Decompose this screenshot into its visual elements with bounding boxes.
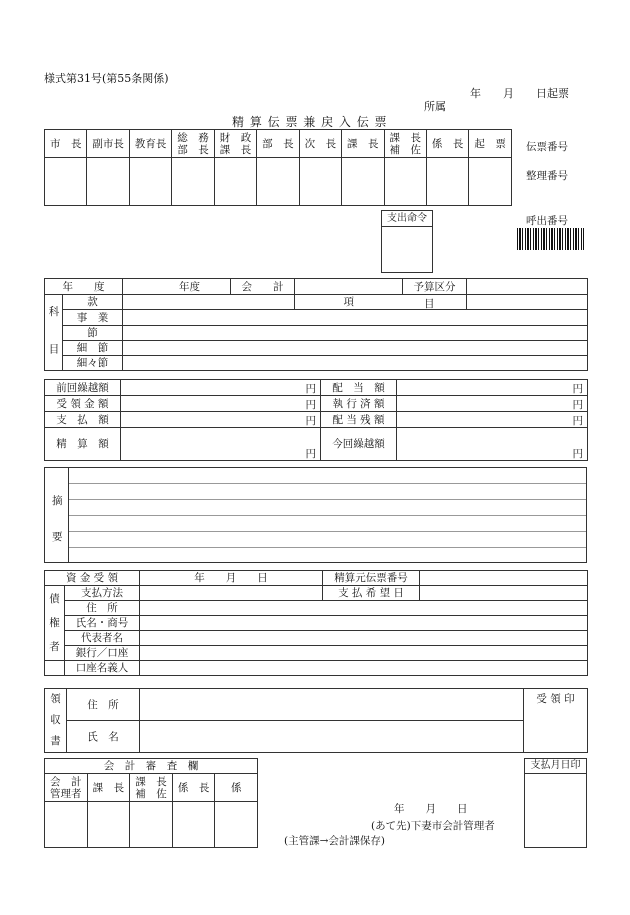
remaining-label: 配 当 残 額 xyxy=(321,412,397,428)
approval-stamp-table xyxy=(44,129,512,206)
receipt-address-label: 住 所 xyxy=(67,689,140,721)
fund-receipt-label: 資 金 受 領 xyxy=(45,571,140,586)
form-title: 精 算 伝 票 兼 戻 入 伝 票 xyxy=(232,115,388,129)
name-field[interactable] xyxy=(140,616,588,631)
summary-label-1: 摘 xyxy=(52,495,63,507)
barcode xyxy=(517,228,584,250)
approval-label-2: 教育長 xyxy=(129,130,171,158)
paid-field[interactable]: 円 xyxy=(121,412,321,428)
account-label: 会 計 xyxy=(231,279,295,295)
account-holder-label: 口座名義人 xyxy=(65,661,140,676)
receipt-seal-box[interactable] xyxy=(524,689,588,753)
next-carry-label: 今回繰越額 xyxy=(321,428,397,461)
address-field[interactable] xyxy=(140,601,588,616)
approval-stamp-1[interactable] xyxy=(87,158,129,206)
subject-group-label: 科 目 xyxy=(45,295,63,371)
reference-number-label: 整理番号 xyxy=(526,170,568,182)
saisaisetsu-label: 細々節 xyxy=(63,356,123,371)
pay-method-label: 支払方法 xyxy=(65,586,140,601)
summary-label-cell xyxy=(45,468,69,562)
bank-field[interactable] xyxy=(140,646,588,661)
saisetsu-label: 細 節 xyxy=(63,341,123,356)
approval-label-0: 市 長 xyxy=(45,130,87,158)
desired-pay-date-field[interactable] xyxy=(420,586,588,601)
approval-stamp-6[interactable] xyxy=(299,158,341,206)
storage-note: (主管課→会計課保存) xyxy=(284,835,385,847)
account-holder-field[interactable] xyxy=(140,661,588,676)
affiliation-label: 所属 xyxy=(424,100,446,113)
approval-stamp-0[interactable] xyxy=(45,158,87,206)
remaining-field[interactable]: 円 xyxy=(397,412,588,428)
fiscal-year-label: 年 度 xyxy=(45,279,123,295)
budget-class-label: 予算区分 xyxy=(403,279,467,295)
audit-label-2: 課 長 補 佐 xyxy=(130,774,173,802)
call-number-label: 呼出番号 xyxy=(526,215,568,227)
project-field[interactable] xyxy=(123,310,588,326)
approval-label-1: 副市長 xyxy=(87,130,129,158)
bank-label: 銀行／口座 xyxy=(65,646,140,661)
saisaisetsu-field[interactable] xyxy=(123,356,588,371)
summary-box xyxy=(44,467,587,563)
approval-stamp-4[interactable] xyxy=(214,158,256,206)
approval-stamp-2[interactable] xyxy=(129,158,171,206)
saisetsu-field[interactable] xyxy=(123,341,588,356)
fund-receipt-date[interactable]: 年 月 日 xyxy=(140,571,323,586)
received-field[interactable]: 円 xyxy=(121,396,321,412)
form-number: 様式第31号(第55条関係) xyxy=(44,72,169,85)
setsu-label: 節 xyxy=(63,326,123,341)
prev-carry-label: 前回繰越額 xyxy=(45,380,121,396)
amounts-table xyxy=(44,379,588,461)
approval-stamp-10[interactable] xyxy=(469,158,511,206)
moku-label: 目 xyxy=(424,298,435,310)
settled-label: 精 算 額 xyxy=(45,428,121,461)
prev-carry-field[interactable]: 円 xyxy=(121,380,321,396)
approval-label-9: 係 長 xyxy=(426,130,468,158)
footer-date: 年 月 日 xyxy=(394,803,468,815)
audit-table xyxy=(44,758,258,848)
paid-label: 支 払 額 xyxy=(45,412,121,428)
representative-label: 代表者名 xyxy=(65,631,140,646)
summary-label-2: 要 xyxy=(52,531,63,543)
kou-label: 項 xyxy=(295,295,403,310)
audit-label-0: 会 計 管理者 xyxy=(45,774,88,802)
approval-label-6: 次 長 xyxy=(299,130,341,158)
creditor-table xyxy=(44,570,588,676)
approval-label-10: 起 票 xyxy=(469,130,511,158)
audit-stamp-3[interactable] xyxy=(172,802,215,848)
approval-label-5: 部 長 xyxy=(257,130,299,158)
payment-order-stamp-area[interactable] xyxy=(382,227,433,273)
audit-stamp-0[interactable] xyxy=(45,802,88,848)
creditor-label: 債 権 者 xyxy=(45,586,65,661)
receipt-name-label: 氏 名 xyxy=(67,721,140,753)
audit-label-3: 係 長 xyxy=(172,774,215,802)
source-voucher-label: 精算元伝票番号 xyxy=(323,571,420,586)
receipt-label: 領 収 書 xyxy=(45,689,67,753)
fiscal-year-field[interactable]: 年度 xyxy=(123,279,231,295)
audit-title: 会 計 審 査 欄 xyxy=(45,759,258,774)
summary-field[interactable] xyxy=(69,468,586,562)
issue-date: 年 月 日起票 xyxy=(470,87,569,100)
account-field[interactable] xyxy=(295,279,403,295)
address-label: 住 所 xyxy=(65,601,140,616)
approval-stamp-8[interactable] xyxy=(384,158,426,206)
setsu-field[interactable] xyxy=(123,326,588,341)
receipt-address-field[interactable] xyxy=(140,689,524,721)
payment-order-box xyxy=(381,210,433,273)
approval-label-4: 財 政 課 長 xyxy=(214,130,256,158)
executed-field[interactable]: 円 xyxy=(397,396,588,412)
approval-stamp-7[interactable] xyxy=(342,158,384,206)
pay-date-seal-label: 支払月日印 xyxy=(525,759,587,774)
budget-table xyxy=(44,278,588,371)
receipt-name-field[interactable] xyxy=(140,721,524,753)
pay-method-field[interactable] xyxy=(140,586,323,601)
next-carry-field[interactable]: 円 xyxy=(397,428,588,461)
kan-label: 款 xyxy=(63,295,123,310)
allotment-label: 配 当 額 xyxy=(321,380,397,396)
pay-date-seal-box[interactable] xyxy=(525,774,587,848)
audit-label-4: 係 xyxy=(215,774,258,802)
audit-label-1: 課 長 xyxy=(87,774,130,802)
audit-stamp-2[interactable] xyxy=(130,802,173,848)
approval-stamp-5[interactable] xyxy=(257,158,299,206)
desired-pay-date-label: 支 払 希 望 日 xyxy=(323,586,420,601)
approval-stamp-3[interactable] xyxy=(172,158,214,206)
pay-date-seal-table xyxy=(524,758,587,848)
approval-label-7: 課 長 xyxy=(342,130,384,158)
moku-field[interactable] xyxy=(467,295,588,310)
receipt-table xyxy=(44,688,588,753)
name-label: 氏名・商号 xyxy=(65,616,140,631)
audit-stamp-4[interactable] xyxy=(215,802,258,848)
approval-label-8: 課 長 補 佐 xyxy=(384,130,426,158)
received-label: 受 領 金 額 xyxy=(45,396,121,412)
project-label: 事 業 xyxy=(63,310,123,326)
payment-order-label: 支出命令 xyxy=(382,211,433,227)
approval-stamp-9[interactable] xyxy=(426,158,468,206)
representative-field[interactable] xyxy=(140,631,588,646)
approval-label-3: 総 務 部 長 xyxy=(172,130,214,158)
settled-field[interactable]: 円 xyxy=(121,428,321,461)
voucher-number-label: 伝票番号 xyxy=(526,141,568,153)
addressee: (あて先)下妻市会計管理者 xyxy=(371,820,495,832)
moku-field-spacer xyxy=(403,295,467,310)
budget-class-field[interactable] xyxy=(467,279,588,295)
receipt-seal-label: 受 領 印 xyxy=(536,693,575,705)
audit-stamp-1[interactable] xyxy=(87,802,130,848)
allotment-field[interactable]: 円 xyxy=(397,380,588,396)
kan-field[interactable] xyxy=(123,295,295,310)
source-voucher-field[interactable] xyxy=(420,571,588,586)
executed-label: 執 行 済 額 xyxy=(321,396,397,412)
